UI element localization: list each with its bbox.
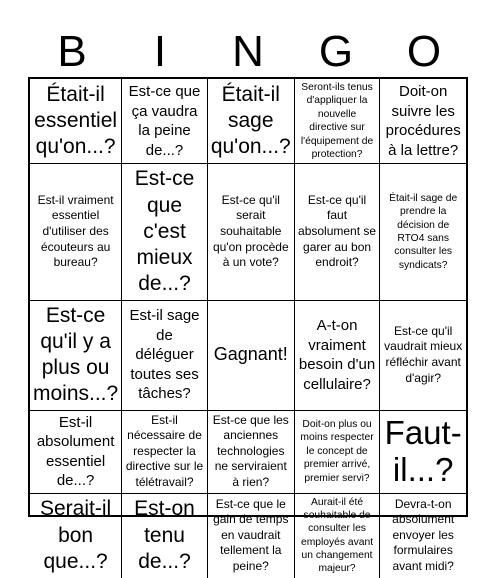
bingo-cell-free[interactable] — [208, 301, 295, 411]
cell-text: Est-ce que les anciennes technologies ne serviraient à rien? — [212, 412, 289, 489]
bingo-cell-r2c4[interactable] — [295, 164, 381, 300]
bingo-cell-r5c3[interactable] — [208, 494, 295, 578]
cell-text: Était-il sage de prendre la décision de RTO4 sans consulter les syndicats? — [389, 192, 458, 271]
cell-text: Est-ce que le gain de temps en vaudrait tellement la peine? — [213, 496, 289, 574]
bingo-cell-r4c4[interactable] — [295, 411, 381, 494]
cell-text: Doit-on plus ou moins respecter le concept de premier arrivé, premier servi? — [300, 419, 374, 484]
bingo-cell-r5c2[interactable] — [122, 494, 208, 578]
bingo-cell-r3c5[interactable] — [380, 301, 466, 411]
cell-text: Était-il essentiel qu'on...? — [34, 82, 118, 159]
cell-text: Est-ce que ça vaudra la peine de...? — [128, 83, 201, 159]
cell-text: Doit-on suivre les procédures à la lettre? — [385, 83, 461, 159]
cell-text: Était-il sage qu'on...? — [210, 82, 291, 159]
cell-text: Est-ce que c'est mieux de...? — [134, 167, 195, 296]
cell-text: Est-ce qu'il faut absolument se garer au bon endroit? — [298, 192, 377, 270]
bingo-cell-r2c2[interactable] — [122, 164, 208, 300]
header-letter-g: G — [318, 27, 354, 76]
bingo-cell-r1c3[interactable] — [208, 79, 295, 164]
cell-text: A-t-on vraiment besoin d'un cellulaire? — [298, 317, 376, 393]
bingo-cell-r1c2[interactable] — [122, 79, 208, 164]
bingo-cell-r4c1[interactable] — [30, 411, 122, 494]
cell-text: Est-ce qu'il vaudrait mieux réfléchir avant d'agir? — [384, 323, 463, 385]
bingo-cell-r5c4[interactable] — [295, 494, 381, 578]
bingo-cell-r1c1[interactable] — [30, 79, 122, 164]
bingo-cell-r5c1[interactable] — [30, 494, 122, 578]
cell-text: Devra-t-on absolument envoyer les formulaires avant midi? — [392, 496, 455, 574]
cell-text: Est-ce qu'il y a plus ou moins...? — [33, 303, 119, 406]
bingo-cell-r1c4[interactable] — [295, 79, 381, 164]
cell-text: Est-il sage de déléguer toutes ses tâches? — [129, 307, 200, 403]
cell-text: Est-il nécessaire de respecter la directive sur le télétravail? — [125, 412, 204, 489]
header-letter-b: B — [57, 27, 87, 76]
cell-text: Faut-il...? — [384, 413, 462, 488]
bingo-cell-r2c3[interactable] — [208, 164, 295, 300]
header-letter-n: N — [232, 27, 264, 76]
bingo-cell-r4c3[interactable] — [208, 411, 295, 494]
cell-text: Serait-il bon que...? — [40, 497, 112, 573]
cell-text: Est-il absolument essentiel de...? — [36, 413, 115, 489]
cell-text: Est-il vraiment essentiel d'utiliser des écouteurs au bureau? — [37, 192, 114, 270]
bingo-board — [28, 77, 468, 575]
header-letter-i: I — [153, 27, 167, 76]
bingo-cell-r5c5[interactable] — [380, 494, 466, 578]
bingo-cell-r3c1[interactable] — [30, 301, 122, 411]
bingo-cell-r4c5[interactable] — [380, 411, 466, 494]
free-space-text: Gagnant! — [213, 344, 288, 365]
cell-text: Seront-ils tenus d'appliquer la nouvelle directive sur l'équipement de protection? — [300, 82, 374, 160]
header-letter-o: O — [406, 27, 442, 76]
bingo-header — [28, 22, 468, 82]
cell-text: Aurait-il été souhaitable de consulter les employés avant un changement majeur? — [300, 496, 374, 575]
cell-text: Est-ce qu'il serait souhaitable qu'on procède à un vote? — [212, 192, 289, 270]
bingo-cell-r2c5[interactable] — [380, 164, 466, 300]
bingo-cell-r1c5[interactable] — [380, 79, 466, 164]
bingo-cell-r4c2[interactable] — [122, 411, 208, 494]
bingo-cell-r2c1[interactable] — [30, 164, 122, 300]
bingo-cell-r3c4[interactable] — [295, 301, 381, 411]
bingo-cell-r3c2[interactable] — [122, 301, 208, 411]
cell-text: Est-on tenu de...? — [134, 497, 195, 573]
